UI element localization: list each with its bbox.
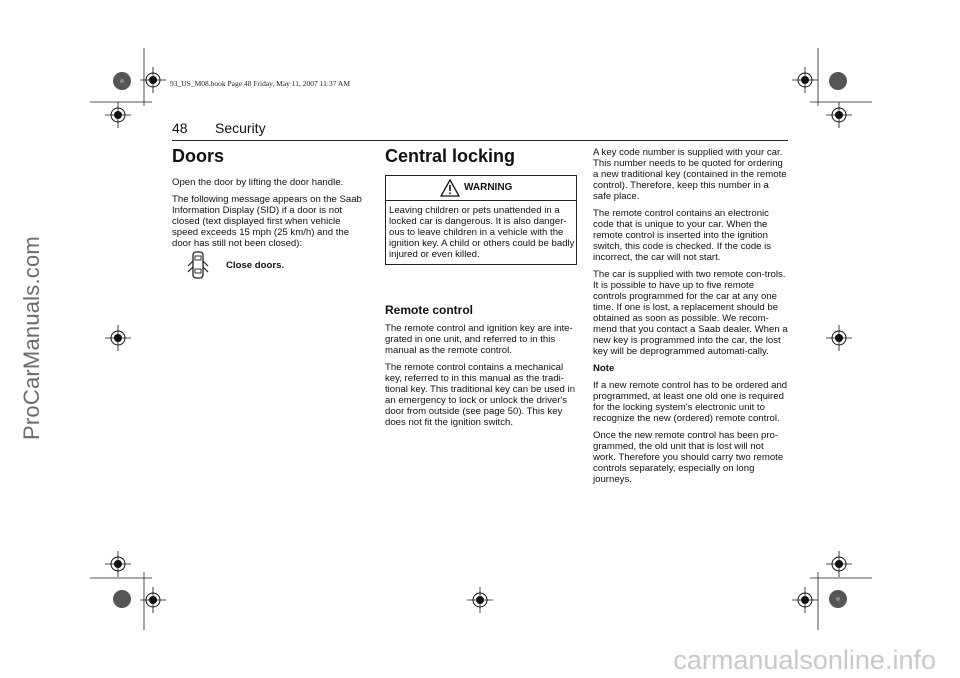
page-number: 48 xyxy=(172,120,188,136)
section-title: Security xyxy=(215,120,266,136)
warning-header xyxy=(386,176,576,201)
registration-target-icon xyxy=(467,587,493,613)
central-locking-heading: Central locking xyxy=(385,146,516,166)
registration-target-icon xyxy=(105,325,131,351)
registration-dot-icon xyxy=(828,71,848,91)
book-stamp: 93_US_M08.book Page 48 Friday, May 11, 2007 11:37 AM xyxy=(170,79,350,88)
registration-target-icon xyxy=(792,67,818,93)
registration-target-icon xyxy=(105,102,131,128)
bottom-watermark: carmanualsonline.info xyxy=(673,645,936,675)
registration-dot-icon xyxy=(112,589,132,609)
registration-dot-icon xyxy=(112,71,132,91)
warning-box xyxy=(385,175,577,265)
remote-control-heading: Remote control xyxy=(385,303,474,317)
registration-target-icon xyxy=(105,551,131,577)
registration-target-icon xyxy=(826,325,852,351)
registration-target-icon xyxy=(826,102,852,128)
registration-target-icon xyxy=(826,551,852,577)
doors-paragraph: Open the door by lifting the door handle. xyxy=(172,177,344,188)
side-watermark: ProCarManuals.com xyxy=(19,236,44,440)
note-paragraph: If a new remote control has to be ordered and programmed, at least one old one is required for the locking system's electronic unit to recognize the new (ordered) remote control. xyxy=(593,380,788,424)
warning-text: Leaving children or pets unattended in a locked car is dangerous. It is also danger-ous to leave children in a vehicle with the ignition key. A child or others could be badly injured or even killed. xyxy=(389,205,575,260)
note-paragraph: Once the new remote control has been pro-grammed, the old unit that is lost will not work. Therefore you should carry two remote controls separately, especially on long journeys. xyxy=(593,430,784,485)
close-doors-message: Close doors. xyxy=(226,260,285,271)
registration-dot-icon xyxy=(828,589,848,609)
registration-target-icon xyxy=(140,587,166,613)
key-code-paragraph: The remote control contains an electronic code that is unique to your car. When the remote control is inserted into the ignition switch, this code is checked. If the code is incorrect, the car will not start. xyxy=(593,208,772,263)
registration-target-icon xyxy=(792,587,818,613)
remote-control-paragraph: The remote control and ignition key are inte-grated in one unit, and referred to in this manual as the remote control. xyxy=(385,323,573,356)
open-door-car-icon xyxy=(186,250,210,280)
key-code-paragraph: The car is supplied with two remote con-trols. It is possible to have up to five remote controls programmed for the car at any one time. If one is lost, a replacement should be obtained as soon as possible. We recom-mend that you contact a Saab dealer. When a new key is programmed into the car, the lost key will be deprogrammed automati-cally. xyxy=(593,269,788,357)
doors-heading: Doors xyxy=(172,146,225,166)
doors-body xyxy=(172,177,368,255)
registration-target-icon xyxy=(140,67,166,93)
warning-label: WARNING xyxy=(464,182,513,193)
key-code-paragraph: A key code number is supplied with your car. This number needs to be quoted for ordering a new traditional key (contained in the remote control). Therefore, keep this number in a safe place. xyxy=(593,147,787,202)
warning-triangle-icon xyxy=(440,179,460,197)
note-label: Note xyxy=(593,363,615,374)
remote-control-body xyxy=(385,323,581,434)
doors-paragraph: The following message appears on the Saab Information Display (SID) if a door is not closed (text displayed first when vehicle speed exceeds 15 mph (25 km/h) and the door has still not been closed): xyxy=(172,194,362,249)
header-rule xyxy=(172,140,788,141)
key-code-body xyxy=(593,147,789,491)
remote-control-paragraph: The remote control contains a mechanical key, referred to in this manual as the tradi-tional key. This traditional key can be used in an emergency to lock or unlock the driver's door from outside (see page 50). This key does not fit the ignition switch. xyxy=(385,362,576,428)
